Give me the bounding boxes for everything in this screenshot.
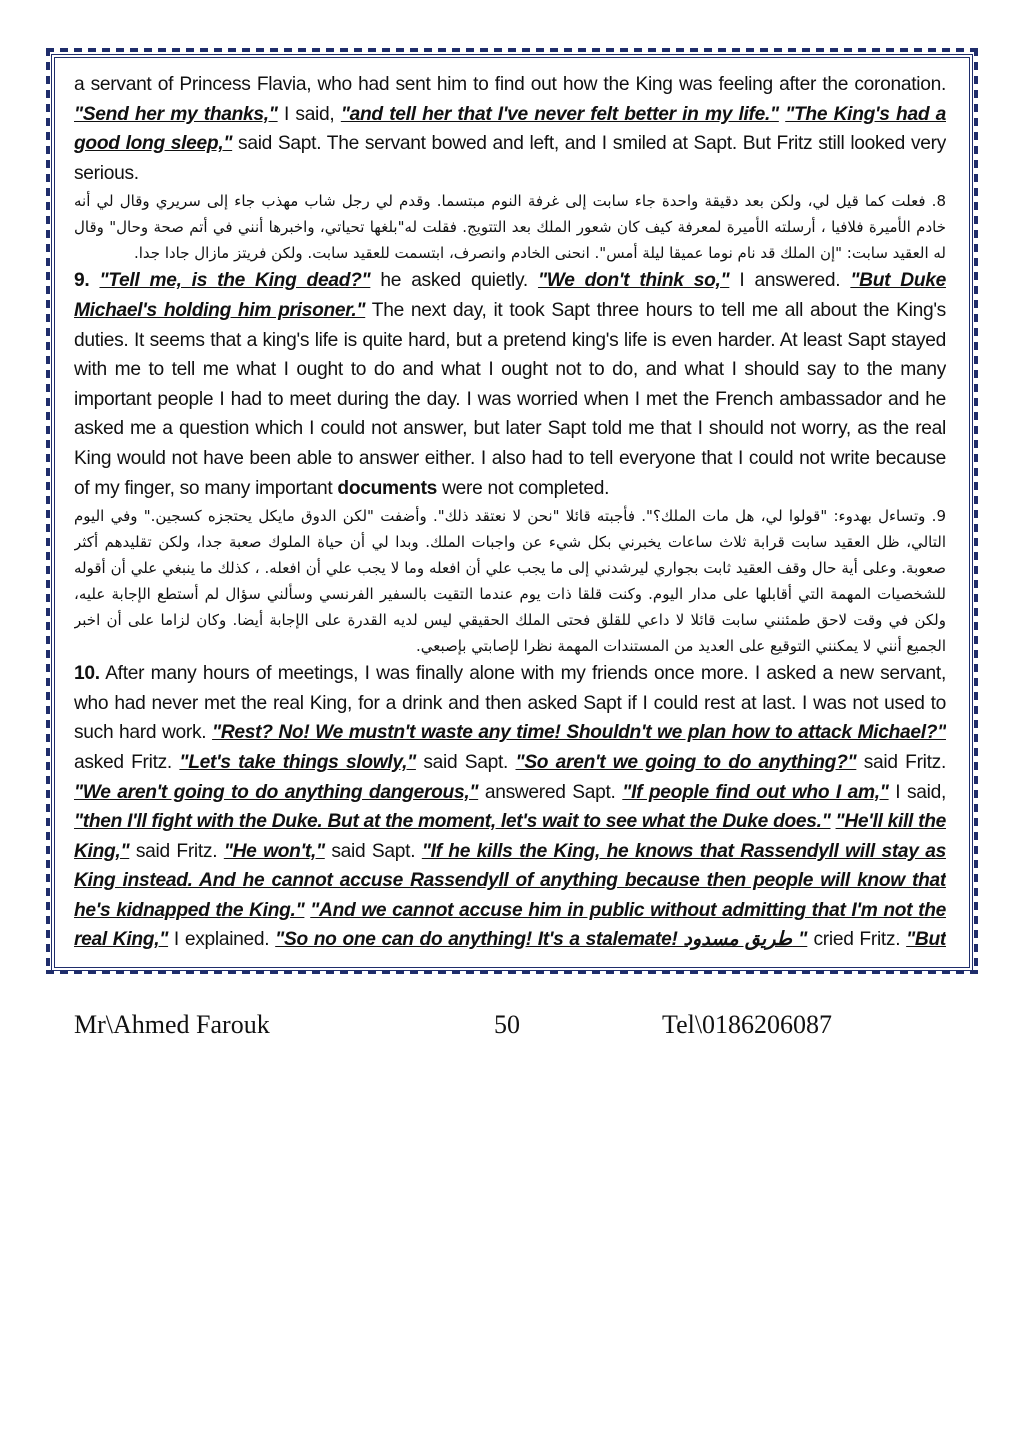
text-span: After many hours of meetings, I was finally alone with my friends once more. I asked a new servant, who had never met the real King, for a drink and then asked Sapt if I could rest at last. I was not used to such hard work. xyxy=(74,663,946,744)
paragraph-number: 9. xyxy=(74,270,90,292)
quote: "Let's take things slowly," xyxy=(179,751,416,773)
text-span: I explained. xyxy=(168,929,276,951)
quote: "If people find out who I am," xyxy=(622,781,889,803)
paragraph-english-10 xyxy=(74,659,946,960)
text-span: cried Fritz. xyxy=(807,929,907,951)
footer-page-number: 50 xyxy=(494,1010,520,1039)
page-content xyxy=(74,70,946,960)
text-span: said Sapt. xyxy=(324,840,422,862)
border-dashes-top xyxy=(46,48,978,52)
text-span: I said, xyxy=(277,103,341,125)
page-footer xyxy=(74,1010,946,1050)
paragraph-arabic-8: 8. فعلت كما قيل لي، ولكن بعد دقيقة واحدة جاء سابت إلى غرفة النوم مبتسما. وقدم لي رجل شاب مهذب جاء إلى سريري وقال لي أنه خادم الأميرة فلافيا ، أرسلته الأميرة لمعرفة كيف كان شعور الملك بعد التتويج. فقلت له"بلغها تحياتي، واخبرها أنني في أتم صحة وحال" وقال له العقيد سابت: "إن الملك قد نام نوما عميقا ليلة أمس". انحنى الخادم وانصرف، ابتسمت للعقيد سابت. ولكن فريتز مازال جادا جدا. xyxy=(74,192,946,263)
text-span: said Fritz. xyxy=(856,751,946,773)
paragraph-number: 10. xyxy=(74,663,100,685)
quote: "Rest? No! We mustn't waste any time! Shouldn't we plan how to attack Michael?" xyxy=(212,722,946,744)
text-span: I said, xyxy=(888,781,946,803)
quote: "We aren't going to do anything dangerous," xyxy=(74,781,479,803)
text-span: said Sapt. The servant bowed and left, and I smiled at Sapt. But Fritz still looked very serious. xyxy=(74,133,946,184)
text-span: The next day, it took Sapt three hours to tell me all about the King's duties. It seems that a king's life is quite hard, but a pretend king's life is even harder. At least Sapt stayed with me to tell me what I ought to do and what I ought not to do, and what I should say to the many important people I had to meet during the day. I was worried when I met the French ambassador and he asked me a question which I could not answer, but later Sapt told me that I should not worry, as the real King would not have been able to answer either. I also had to tell everyone that I could not write because of my finger, so many important xyxy=(74,299,946,499)
quote: "He'll kill the King," xyxy=(74,811,946,862)
footer-telephone: Tel\0186206087 xyxy=(662,1010,833,1039)
quote: "If he kills the King, he knows that Rassendyll will stay as King instead. And he cannot accuse Rassendyll of anything because then people will know that he's kidnapped the King." xyxy=(74,840,946,921)
text-span: answered Sapt. xyxy=(478,781,623,803)
quote: "He won't," xyxy=(223,840,325,862)
border-dashes-left xyxy=(46,48,50,974)
quote: "So aren't we going to do anything?" xyxy=(515,751,857,773)
text-span: were not completed. xyxy=(437,477,610,499)
quote: "So no one can do anything! It's a stalemate! طريق مسدود " xyxy=(275,929,808,951)
paragraph-english-9 xyxy=(74,266,946,503)
bold-word: documents xyxy=(337,477,438,499)
quote: "and tell her that I've never felt better in my life." xyxy=(340,103,779,125)
quote: "Tell me, is the King dead?" xyxy=(99,270,371,292)
paragraph-english-8 xyxy=(74,70,946,188)
text-span: he asked quietly. xyxy=(370,270,538,292)
border-dashes-right xyxy=(974,48,978,974)
text-span: asked Fritz. xyxy=(74,751,180,773)
quote: "Send her my thanks," xyxy=(74,103,278,125)
quote: "And we cannot accuse him in public without admitting that I'm not the real King," xyxy=(74,899,946,951)
text-span: a servant of Princess Flavia, who had sent him to find out how the King was feeling after the coronation. xyxy=(74,74,946,95)
quote: "The King's had a good long sleep," xyxy=(74,103,946,155)
quote: "We don't think so," xyxy=(537,270,730,292)
quote: "then I'll fight with the Duke. But at the moment, let's wait to see what the Duke does." xyxy=(74,811,831,833)
text-span: I answered. xyxy=(729,270,851,292)
footer-author: Mr\Ahmed Farouk xyxy=(74,1010,270,1039)
text-span: said Fritz. xyxy=(129,840,224,862)
paragraph-arabic-9: 9. وتساءل بهدوء: "قولوا لي، هل مات الملك؟". فأجبته قائلا "نحن لا نعتقد ذلك". وأضفت "لكن الدوق مايكل يحتجزه كسجين." وفي اليوم التالي، ظل العقيد سابت قرابة ثلاث ساعات يخبرني بكل شيء عن واجبات الملك. وبدا لي أن حياة الملوك صعبة جدا، ولكن تقليدهم أكثر صعوبة. وعلى أية حال وقف العقيد ثابت بجواري ليرشدني إلى ما يجب علي أن افعله وما لا يجب علي أن افعله. ، كذلك ما ينبغي علي أن أقوله للشخصيات المهمة التي أقابلها على مدار اليوم. وكنت قلقا ذات يوم عندما التقيت بالسفير الفرنسي وسألني سؤال لم أستطع الإجابة عليه، ولكن في وقت لاحق طمئنني سابت قائلا لا داعي للقلق فحتى الملك الحقيقي ليس لديه القدرة على الإجابة أيضا. وكان لزاما على أن اخبر الجميع أنني لا يمكنني التوقيع على العديد من المستندات المهمة نظرا لإصابتي بإصبعي. xyxy=(74,507,946,656)
quote: "But Duke Michael's holding him prisoner." xyxy=(74,270,946,321)
text-span: said Sapt. xyxy=(415,751,516,773)
quote: "But xyxy=(906,929,946,951)
